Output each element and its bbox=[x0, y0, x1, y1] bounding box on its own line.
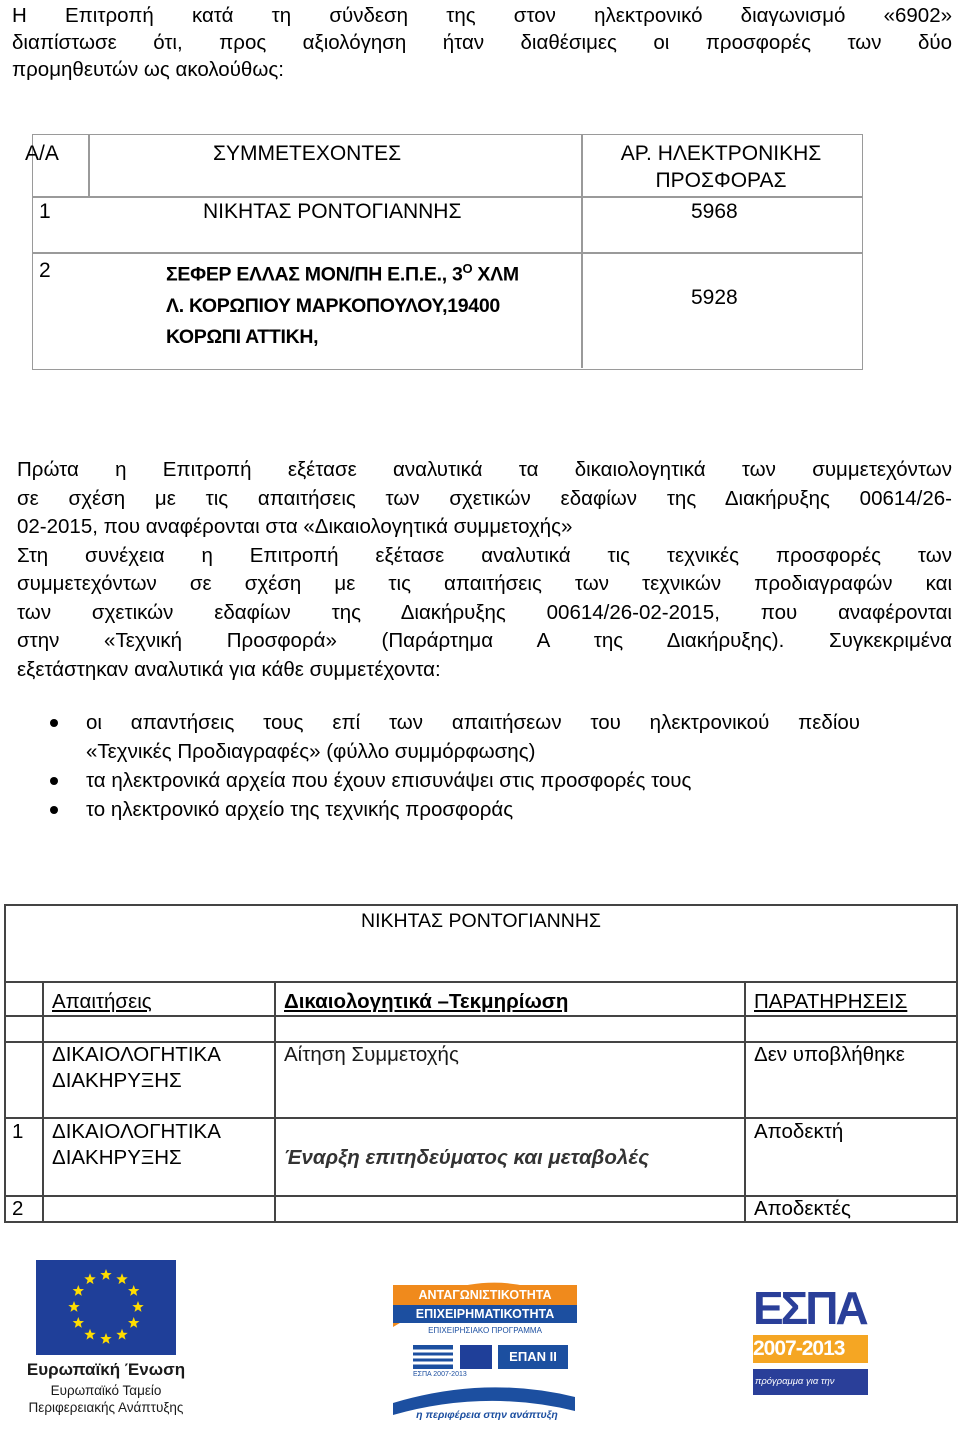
row2-num: 1 bbox=[12, 1120, 24, 1143]
eu-logo bbox=[26, 1260, 186, 1420]
bullet-icon bbox=[50, 806, 58, 814]
row2-note: Αποδεκτή bbox=[754, 1120, 844, 1143]
list-item bbox=[50, 795, 860, 824]
program-line2: ΕΠΙΧΕΙΡΗΜΑΤΙΚΟΤΗΤΑ bbox=[415, 1307, 555, 1321]
bullet-icon bbox=[50, 777, 58, 785]
row2-name-line1: ΣΕΦΕΡ ΕΛΛΑΣ ΜΟΝ/ΠΗ Ε.Π.Ε., 3 bbox=[166, 263, 463, 286]
row2-name-line3: ΚΟΡΩΠΙ ΑΤΤΙΚΗ, bbox=[166, 325, 319, 348]
paragraph-line: Πρώτα η Επιτροπή εξέτασε αναλυτικά τα δικαιολογητικά των συμμετεχόντων bbox=[17, 458, 952, 481]
header-participants: ΣΥΜΜΕΤΕΧΟΝΤΕΣ bbox=[213, 142, 402, 165]
eu-star-icon bbox=[100, 1269, 111, 1280]
eu-star-icon bbox=[132, 1301, 143, 1312]
intro-paragraph bbox=[12, 2, 952, 83]
paragraph-line: Στη συνέχεια η Επιτροπή εξέτασε αναλυτικά τις τεχνικές προσφορές των bbox=[17, 543, 952, 567]
eu-subtitle-line2: Περιφερειακής Ανάπτυξης bbox=[28, 1400, 184, 1415]
eu-subtitle bbox=[26, 1382, 186, 1416]
row1-requirement-line2: ΔΙΑΚΗΡΥΞΗΣ bbox=[52, 1069, 182, 1092]
bullet-list bbox=[50, 708, 860, 824]
table-divider bbox=[274, 981, 276, 1223]
row2-name-sup: Ο bbox=[462, 261, 473, 276]
row2-name-line2: Λ. ΚΟΡΩΠΙΟΥ ΜΑΡΚΟΠΟΥΛΟΥ,19400 bbox=[166, 294, 500, 317]
evaluation-paragraph bbox=[17, 456, 952, 684]
row1-requirement-line1: ΔΙΚΑΙΟΛΟΓΗΤΙΚΑ bbox=[52, 1043, 221, 1066]
header-requirements: Απαιτήσεις bbox=[52, 990, 152, 1013]
eu-star-icon bbox=[68, 1301, 79, 1312]
row3-num: 2 bbox=[12, 1197, 24, 1220]
row2-requirement-line1: ΔΙΚΑΙΟΛΟΓΗΤΙΚΑ bbox=[52, 1120, 221, 1143]
bullet-icon bbox=[50, 719, 58, 727]
list-item bbox=[50, 708, 860, 766]
program-line1: ΑΝΤΑΓΩΝΙΣΤΙΚΟΤΗΤΑ bbox=[418, 1288, 552, 1302]
list-item bbox=[50, 766, 860, 795]
paragraph-line: 02-2015, που αναφέρονται στα «Δικαιολογητικά συμμετοχής» bbox=[17, 515, 573, 538]
intro-line: προμηθευτών ως ακολούθως: bbox=[12, 58, 284, 81]
program-slogan: η περιφέρεια στην ανάπτυξη bbox=[416, 1409, 558, 1421]
eu-star-icon bbox=[84, 1273, 95, 1284]
eu-star-icon bbox=[128, 1285, 139, 1296]
eu-star-icon bbox=[116, 1329, 127, 1340]
participants-table bbox=[25, 134, 863, 370]
header-notes: ΠΑΡΑΤΗΡΗΣΕΙΣ bbox=[754, 990, 908, 1013]
table-divider bbox=[4, 1015, 958, 1017]
row2-aa: 2 bbox=[39, 259, 51, 282]
eu-star-icon bbox=[73, 1285, 84, 1296]
eu-flag-icon bbox=[36, 1260, 176, 1355]
paragraph-line: σε σχέση με τις απαιτήσεις των σχετικών εδαφίων της Διακήρυξης 00614/26- bbox=[17, 486, 952, 510]
bullet-text: το ηλεκτρονικό αρχείο της τεχνικής προσφοράς bbox=[86, 798, 514, 821]
row2-document: Έναρξη επιτηδεύματος και μεταβολές bbox=[284, 1146, 650, 1169]
header-aa: Α/Α bbox=[25, 142, 59, 165]
row1-name: ΝΙΚΗΤΑΣ ΡΟΝΤΟΓΙΑΝΝΗΣ bbox=[203, 200, 462, 223]
header-offer-line1: ΑΡ. ΗΛΕΚΤΡΟΝΙΚΗΣ bbox=[620, 142, 822, 165]
row2-name bbox=[166, 253, 586, 353]
eu-star-icon bbox=[116, 1273, 127, 1284]
program-espa-small: ΕΣΠΑ 2007-2013 bbox=[413, 1371, 467, 1378]
espa-years: 2007-2013 bbox=[753, 1337, 845, 1360]
eu-star-icon bbox=[73, 1317, 84, 1328]
eu-star-icon bbox=[84, 1329, 95, 1340]
table-divider bbox=[42, 981, 44, 1223]
espa-logo bbox=[753, 1283, 868, 1413]
eu-title: Ευρωπαϊκή Ένωση bbox=[26, 1360, 186, 1379]
bullet-text: τα ηλεκτρονικά αρχεία που έχουν επισυνάψει στις προσφορές τους bbox=[86, 769, 692, 792]
row3-note: Αποδεκτές bbox=[754, 1197, 851, 1220]
row1-requirement bbox=[52, 1042, 221, 1094]
intro-line: διαπίστωσε ότι, προς αξιολόγηση ήταν διαθέσιμες οι προσφορές των δύο bbox=[12, 31, 952, 54]
row2-name-line1-end: ΧΛΜ bbox=[472, 263, 519, 286]
row2-offer: 5928 bbox=[691, 286, 738, 309]
table-divider bbox=[744, 981, 746, 1223]
paragraph-line: εξετάστηκαν αναλυτικά για κάθε συμμετέχοντα: bbox=[17, 657, 441, 681]
bullet-text: «Τεχνικές Προδιαγραφές» (φύλλο συμμόρφωσης) bbox=[86, 740, 536, 763]
header-offer bbox=[601, 140, 841, 194]
row1-note: Δεν υποβλήθηκε bbox=[754, 1043, 905, 1066]
header-documents: Δικαιολογητικά –Τεκμηρίωση bbox=[284, 990, 569, 1013]
table-divider bbox=[4, 904, 6, 1223]
table-divider bbox=[4, 904, 958, 906]
header-offer-line2: ΠΡΟΣΦΟΡΑΣ bbox=[655, 169, 787, 192]
table-title: ΝΙΚΗΤΑΣ ΡΟΝΤΟΓΙΑΝΝΗΣ bbox=[361, 910, 601, 932]
eu-star-icon bbox=[100, 1333, 111, 1344]
intro-line: Η Επιτροπή κατά τη σύνδεση της στον ηλεκτρονικό διαγωνισμό «6902» bbox=[12, 4, 952, 27]
row1-document: Αίτηση Συμμετοχής bbox=[284, 1043, 459, 1066]
row2-requirement-line2: ΔΙΑΚΗΡΥΞΗΣ bbox=[52, 1146, 182, 1169]
row1-offer: 5968 bbox=[691, 200, 738, 223]
paragraph-line: των σχετικών εδαφίων της Διακήρυξης 00614/26-02-2015, που αναφέρονται bbox=[17, 600, 952, 624]
table-divider bbox=[956, 904, 958, 1223]
eu-star-icon bbox=[128, 1317, 139, 1328]
competitiveness-logo bbox=[385, 1265, 580, 1423]
row2-requirement bbox=[52, 1119, 221, 1171]
espa-title: ΕΣΠΑ bbox=[753, 1282, 866, 1334]
bullet-text: οι απαντήσεις τους επί των απαιτήσεων του ηλεκτρονικού πεδίου bbox=[86, 711, 860, 734]
evaluation-table bbox=[4, 904, 958, 1223]
paragraph-line: στην «Τεχνική Προσφορά» (Παράρτημα Α της Διακήρυξης). Συγκεκριμένα bbox=[17, 629, 952, 652]
espa-slogan: πρόγραμμα για την ανάπτυξη bbox=[755, 1376, 835, 1413]
row1-aa: 1 bbox=[39, 200, 51, 223]
eu-subtitle-line1: Ευρωπαϊκό Ταμείο bbox=[50, 1383, 162, 1398]
program-epan: ΕΠΑΝ ΙΙ bbox=[509, 1349, 557, 1364]
paragraph-line: συμμετεχόντων σε σχέση με τις απαιτήσεις των τεχνικών προδιαγραφών και bbox=[17, 572, 952, 595]
table-divider bbox=[4, 981, 958, 983]
program-line3: ΕΠΙΧΕΙΡΗΣΙΑΚΟ ΠΡΟΓΡΑΜΜΑ bbox=[428, 1326, 542, 1335]
